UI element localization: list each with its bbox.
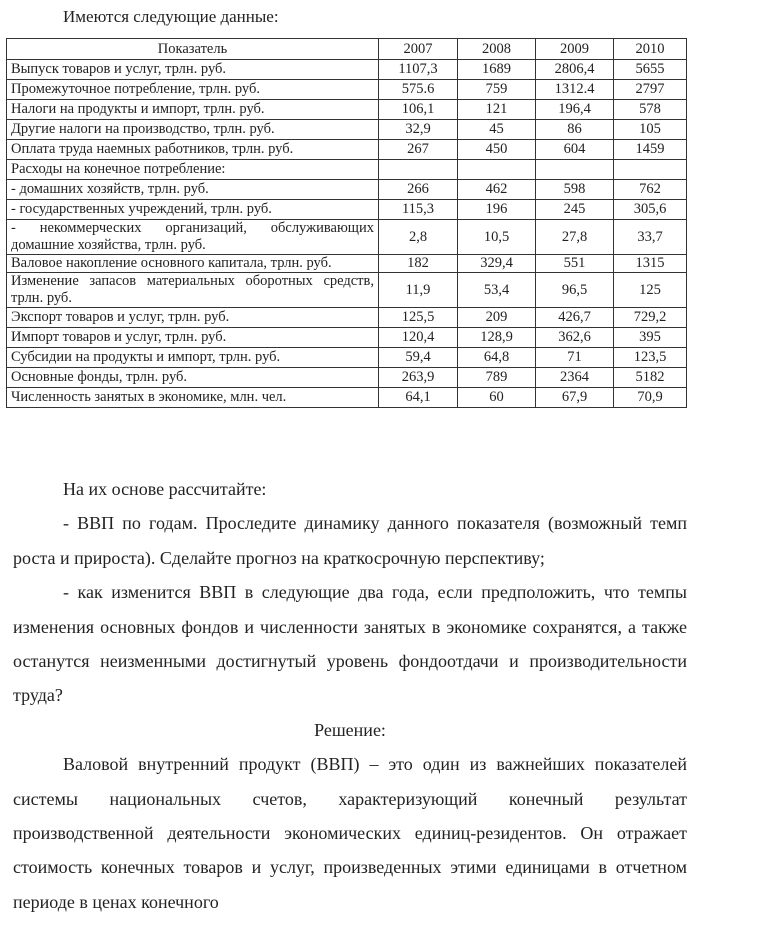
table-row	[7, 220, 687, 255]
cell-value: 105	[614, 120, 687, 140]
cell-value: 10,5	[458, 220, 536, 255]
cell-value: 60	[458, 388, 536, 408]
cell-value: 2806,4	[536, 60, 614, 80]
cell-value: 27,8	[536, 220, 614, 255]
row-label: Основные фонды, трлн. руб.	[7, 368, 379, 388]
cell-value: 759	[458, 80, 536, 100]
table-row	[7, 368, 687, 388]
cell-value: 59,4	[379, 348, 458, 368]
solution-paragraph: Валовой внутренний продукт (ВВП) – это один из важнейших показателей системы национальных счетов, характеризующий конечный результат производственной деятельности экономических единиц-резидентов. Он отражает стоимость конечных товаров и услуг, произведенных этими единицами в отчетном периоде в ценах конечного	[13, 754, 687, 912]
cell-value: 2797	[614, 80, 687, 100]
cell-value: 598	[536, 180, 614, 200]
cell-value: 209	[458, 308, 536, 328]
row-label: Численность занятых в экономике, млн. чел.	[7, 388, 379, 408]
cell-value: 196	[458, 200, 536, 220]
table-row	[7, 273, 687, 308]
cell-value: 106,1	[379, 100, 458, 120]
cell-value: 64,8	[458, 348, 536, 368]
header-year-2008: 2008	[458, 39, 536, 60]
cell-value: 266	[379, 180, 458, 200]
cell-value: 450	[458, 140, 536, 160]
table-header-row	[7, 39, 687, 60]
row-label: Экспорт товаров и услуг, трлн. руб.	[7, 308, 379, 328]
table-row	[7, 255, 687, 273]
cell-value: 395	[614, 328, 687, 348]
table-row	[7, 120, 687, 140]
cell-value: 120,4	[379, 328, 458, 348]
cell-value: 196,4	[536, 100, 614, 120]
header-indicator: Показатель	[7, 39, 379, 60]
cell-value: 64,1	[379, 388, 458, 408]
task-item-gdp-forecast: - как изменится ВВП в следующие два года, если предположить, что темпы изменения основных фондов и численности занятых в экономике сохранятся, а также останутся неизменными достигнутый уровень фондоотдачи и производительности труда?	[13, 582, 687, 706]
cell-value: 426,7	[536, 308, 614, 328]
cell-value: 305,6	[614, 200, 687, 220]
cell-value: 86	[536, 120, 614, 140]
table-row	[7, 348, 687, 368]
table-row	[7, 100, 687, 120]
cell-value: 115,3	[379, 200, 458, 220]
cell-value: 70,9	[614, 388, 687, 408]
cell-value: 1312.4	[536, 80, 614, 100]
row-label: Промежуточное потребление, трлн. руб.	[7, 80, 379, 100]
intro-text: Имеются следующие данные:	[63, 7, 279, 26]
table-row	[7, 60, 687, 80]
cell-value	[458, 160, 536, 180]
row-label: Валовое накопление основного капитала, трлн. руб.	[7, 255, 379, 273]
cell-value	[379, 160, 458, 180]
row-label: Оплата труда наемных работников, трлн. руб.	[7, 140, 379, 160]
cell-value: 71	[536, 348, 614, 368]
cell-value: 45	[458, 120, 536, 140]
row-label: - государственных учреждений, трлн. руб.	[7, 200, 379, 220]
cell-value: 762	[614, 180, 687, 200]
cell-value: 53,4	[458, 273, 536, 308]
cell-value: 5182	[614, 368, 687, 388]
table-row	[7, 328, 687, 348]
cell-value: 33,7	[614, 220, 687, 255]
cell-value: 2,8	[379, 220, 458, 255]
table-row	[7, 160, 687, 180]
cell-value: 604	[536, 140, 614, 160]
body-text	[13, 472, 687, 919]
table-row	[7, 80, 687, 100]
cell-value: 1315	[614, 255, 687, 273]
cell-value: 32,9	[379, 120, 458, 140]
cell-value: 128,9	[458, 328, 536, 348]
table-row	[7, 308, 687, 328]
cell-value: 5655	[614, 60, 687, 80]
cell-value: 362,6	[536, 328, 614, 348]
cell-value: 462	[458, 180, 536, 200]
task-intro: На их основе рассчитайте:	[63, 479, 267, 499]
row-label: Выпуск товаров и услуг, трлн. руб.	[7, 60, 379, 80]
cell-value: 578	[614, 100, 687, 120]
cell-value: 329,4	[458, 255, 536, 273]
cell-value: 729,2	[614, 308, 687, 328]
cell-value: 789	[458, 368, 536, 388]
row-label: Другие налоги на производство, трлн. руб.	[7, 120, 379, 140]
cell-value: 263,9	[379, 368, 458, 388]
task-item-gdp-dynamics: - ВВП по годам. Проследите динамику данного показателя (возможный темп роста и прироста). Сделайте прогноз на краткосрочную перспективу;	[13, 513, 687, 568]
table-row	[7, 200, 687, 220]
cell-value: 575.6	[379, 80, 458, 100]
row-label: Расходы на конечное потребление:	[7, 160, 379, 180]
row-label: Изменение запасов материальных оборотных средств, трлн. руб.	[7, 273, 379, 308]
row-label: - некоммерческих организаций, обслуживающих домашние хозяйства, трлн. руб.	[7, 220, 379, 255]
header-year-2009: 2009	[536, 39, 614, 60]
cell-value: 67,9	[536, 388, 614, 408]
cell-value: 123,5	[614, 348, 687, 368]
cell-value: 551	[536, 255, 614, 273]
cell-value: 125,5	[379, 308, 458, 328]
cell-value: 267	[379, 140, 458, 160]
solution-heading: Решение:	[314, 719, 386, 740]
cell-value: 121	[458, 100, 536, 120]
header-year-2007: 2007	[379, 39, 458, 60]
cell-value	[614, 160, 687, 180]
row-label: Налоги на продукты и импорт, трлн. руб.	[7, 100, 379, 120]
row-label: - домашних хозяйств, трлн. руб.	[7, 180, 379, 200]
cell-value: 125	[614, 273, 687, 308]
data-table	[6, 38, 687, 408]
table-row	[7, 140, 687, 160]
cell-value: 1689	[458, 60, 536, 80]
cell-value: 2364	[536, 368, 614, 388]
row-label: Субсидии на продукты и импорт, трлн. руб.	[7, 348, 379, 368]
cell-value: 1107,3	[379, 60, 458, 80]
cell-value: 96,5	[536, 273, 614, 308]
cell-value: 11,9	[379, 273, 458, 308]
cell-value: 245	[536, 200, 614, 220]
cell-value: 182	[379, 255, 458, 273]
header-year-2010: 2010	[614, 39, 687, 60]
cell-value	[536, 160, 614, 180]
cell-value: 1459	[614, 140, 687, 160]
row-label: Импорт товаров и услуг, трлн. руб.	[7, 328, 379, 348]
table-row	[7, 180, 687, 200]
table-row	[7, 388, 687, 408]
